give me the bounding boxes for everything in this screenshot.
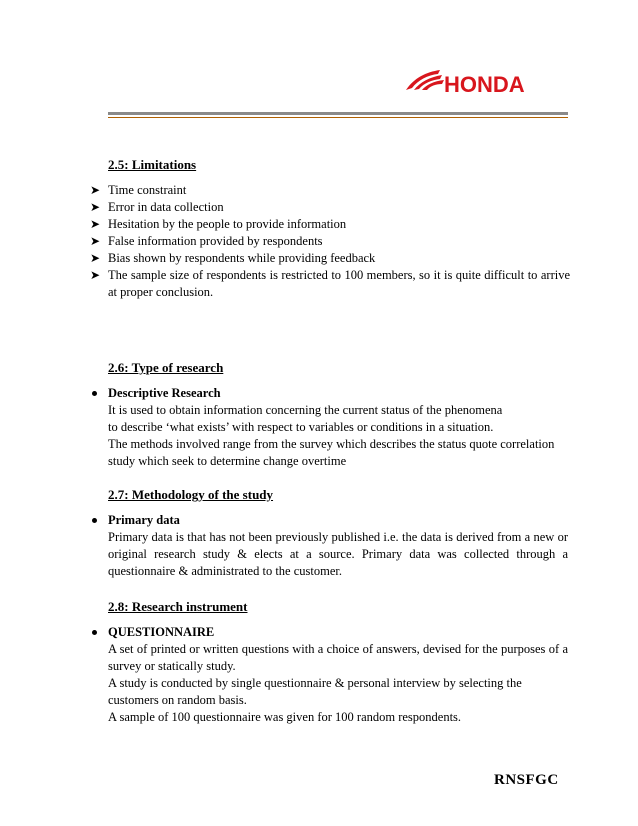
bullet-item [90, 385, 568, 402]
honda-logo [404, 68, 554, 96]
footer-label: RNSFGC [494, 772, 559, 788]
limitations-list [90, 182, 570, 301]
section-heading-limitations: 2.5: Limitations [108, 157, 197, 172]
list-item-text: Error in data collection [108, 200, 224, 214]
honda-wing-icon [406, 70, 444, 90]
header-rule-accent [108, 117, 568, 118]
type-of-research-block [90, 385, 568, 470]
list-item [90, 233, 570, 250]
arrow-bullet-icon: ➤ [90, 200, 101, 214]
paragraph: A set of printed or written questions with a choice of answers, devised for the purposes of a survey or statically study. [108, 642, 568, 673]
list-item [90, 216, 570, 233]
logo-text: HONDA [444, 72, 525, 96]
section-heading-methodology: 2.7: Methodology of the study [108, 487, 274, 502]
paragraph-line: A sample of 100 questionnaire was given for 100 random respondents. [108, 710, 462, 724]
list-item-text: Time constraint [108, 183, 187, 197]
methodology-block [90, 512, 568, 580]
arrow-bullet-icon: ➤ [90, 183, 101, 197]
paragraph-line: customers on random basis. [108, 693, 247, 707]
bullet-dot-icon [92, 391, 97, 396]
bullet-item [90, 624, 568, 641]
list-item [90, 267, 570, 301]
list-item-text: Bias shown by respondents while providing feedback [108, 251, 376, 265]
subheading: Descriptive Research [108, 386, 221, 400]
research-instrument-block [90, 624, 568, 726]
list-item [90, 250, 570, 267]
list-item-text: Hesitation by the people to provide information [108, 217, 347, 231]
subheading: Primary data [108, 513, 180, 527]
section-heading-type-of-research: 2.6: Type of research [108, 360, 224, 375]
paragraph-line: It is used to obtain information concerning the current status of the phenomena [108, 403, 503, 417]
paragraph: Primary data is that has not been previously published i.e. the data is derived from a new or original research study & elects at a source. Primary data was collected through a questionnaire & administrated to the customer. [108, 530, 568, 578]
subheading: QUESTIONNAIRE [108, 625, 215, 639]
arrow-bullet-icon: ➤ [90, 217, 101, 231]
list-item [90, 182, 570, 199]
arrow-bullet-icon: ➤ [90, 268, 101, 282]
paragraph-line: study which seek to determine change overtime [108, 454, 347, 468]
list-item-text: The sample size of respondents is restricted to 100 members, so it is quite difficult to arrive at proper conclusion. [108, 268, 570, 299]
paragraph-line: The methods involved range from the survey which describes the status quote correlation [108, 437, 555, 451]
header-rule [108, 112, 568, 115]
list-item [90, 199, 570, 216]
bullet-dot-icon [92, 518, 97, 523]
list-item-text: False information provided by respondents [108, 234, 323, 248]
arrow-bullet-icon: ➤ [90, 234, 101, 248]
paragraph-line: A study is conducted by single questionnaire & personal interview by selecting the [108, 676, 522, 690]
arrow-bullet-icon: ➤ [90, 251, 101, 265]
section-heading-research-instrument: 2.8: Research instrument [108, 599, 248, 614]
bullet-item [90, 512, 568, 529]
bullet-dot-icon [92, 630, 97, 635]
paragraph-line: to describe ‘what exists’ with respect to variables or conditions in a situation. [108, 420, 494, 434]
